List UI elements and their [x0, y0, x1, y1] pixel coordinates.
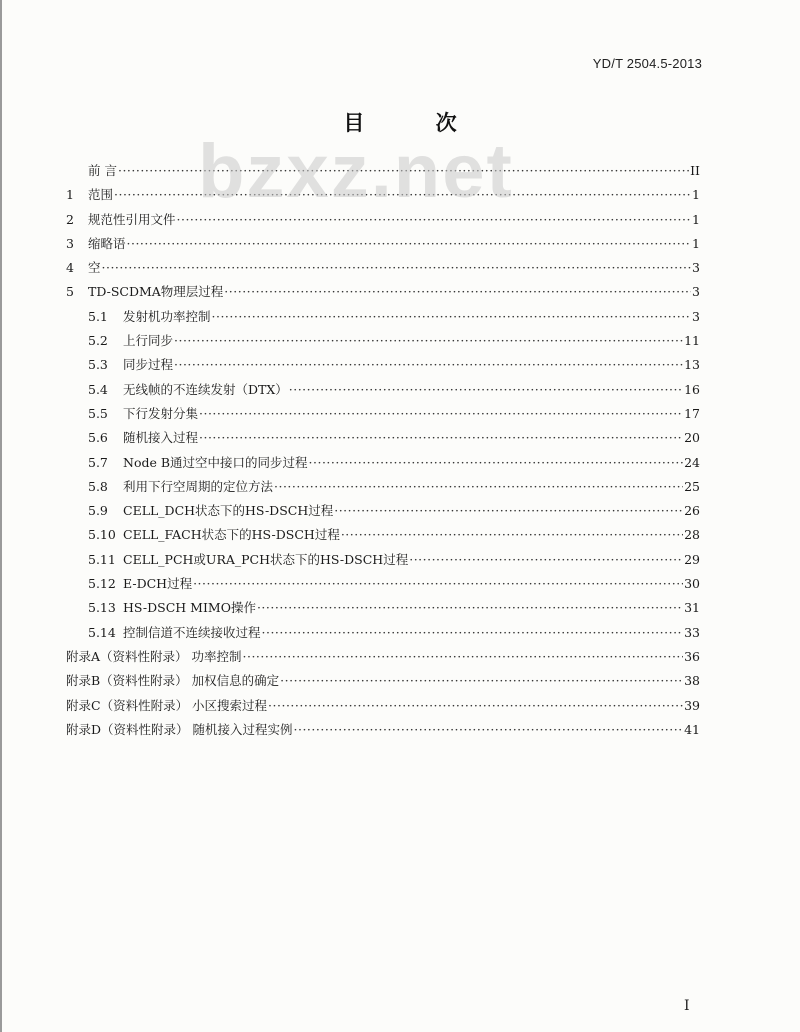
toc-subentry: [66, 404, 700, 428]
toc-subentry: [66, 574, 700, 598]
toc-leader-dots: [262, 625, 684, 640]
toc-entry-number: 5.12: [88, 576, 116, 592]
toc-entry-number: 5.3: [88, 357, 108, 373]
toc-leader-dots: [309, 455, 684, 470]
toc-entry-page: 17: [684, 405, 700, 421]
toc-entry-page: 31: [684, 600, 700, 616]
toc-entry-number: 5.6: [88, 430, 108, 446]
page-number: I: [684, 998, 690, 1014]
standard-code: YD/T 2504.5-2013: [592, 56, 702, 71]
toc-leader-dots: [224, 284, 691, 299]
toc-leader-dots: [289, 382, 683, 397]
toc-subentry: [66, 477, 700, 501]
toc-entry-label: 上行同步: [123, 333, 174, 349]
toc-appendix-entry: [66, 720, 700, 744]
toc-subentry: [66, 453, 700, 477]
toc-entry-page: 24: [684, 454, 700, 470]
toc-entry-page: 3: [692, 284, 700, 300]
toc-entry-label: 附录B（资料性附录） 加权信息的确定: [66, 673, 280, 689]
toc-entry-page: 1: [692, 187, 700, 203]
toc-leader-dots: [294, 722, 684, 737]
toc-leader-dots: [280, 673, 683, 688]
page-left-border: [0, 0, 2, 1032]
toc-entry-number: 3: [66, 235, 74, 251]
toc-entry-number: 5: [66, 284, 74, 300]
toc-entry: [66, 161, 700, 185]
toc-entry-page: 39: [684, 697, 700, 713]
toc-leader-dots: [127, 236, 691, 251]
toc-subentry: [66, 355, 700, 379]
toc-entry: [66, 282, 700, 306]
toc-leader-dots: [118, 163, 689, 178]
toc-entry-number: 5.14: [88, 624, 116, 640]
toc-entry-page: 41: [684, 721, 700, 737]
toc-entry-label: 范围: [88, 187, 114, 203]
toc-entry-label: E-DCH过程: [123, 576, 193, 592]
toc-entry-label: 缩略语: [88, 235, 126, 251]
toc-entry-label: 无线帧的不连续发射（DTX）: [123, 381, 288, 397]
toc-entry-page: 33: [684, 624, 700, 640]
toc-entry-number: 5.9: [88, 503, 108, 519]
toc-leader-dots: [341, 527, 683, 542]
toc-subentry: [66, 307, 700, 331]
toc-entry-number: 5.8: [88, 478, 108, 494]
toc-entry-label: 附录A（资料性附录） 功率控制: [66, 648, 242, 664]
toc-entry-label: CELL_PCH或URA_PCH状态下的HS-DSCH过程: [123, 551, 409, 567]
toc-entry-label: 控制信道不连续接收过程: [123, 624, 261, 640]
toc-entry-page: 25: [684, 478, 700, 494]
toc-entry-page: 26: [684, 503, 700, 519]
toc-entry-label: 下行发射分集: [123, 405, 199, 421]
toc-entry-label: 附录C（资料性附录） 小区搜索过程: [66, 697, 268, 713]
toc-entry: [66, 210, 700, 234]
toc-entry-page: 3: [692, 260, 700, 276]
toc-entry-label: 规范性引用文件: [88, 211, 176, 227]
toc-entry-page: II: [690, 163, 700, 178]
toc-subentry: [66, 501, 700, 525]
toc-entry-page: 1: [692, 211, 700, 227]
toc-entry-label: Node B通过空中接口的同步过程: [123, 454, 308, 470]
toc-entry-page: 16: [684, 381, 700, 397]
toc-subentry: [66, 331, 700, 355]
toc-subentry: [66, 428, 700, 452]
toc-entry-page: 36: [684, 648, 700, 664]
toc-leader-dots: [268, 698, 683, 713]
toc-entry-label: TD-SCDMA物理层过程: [88, 284, 224, 300]
toc-subentry: [66, 623, 700, 647]
toc-entry-page: 28: [684, 527, 700, 543]
toc-entry-label: 前 言: [88, 163, 117, 178]
toc-entry-number: 5.1: [88, 308, 108, 324]
toc-entry-page: 29: [684, 551, 700, 567]
toc-subentry: [66, 550, 700, 574]
toc-entry-label: 利用下行空周期的定位方法: [123, 478, 274, 494]
toc-entry-number: 5.2: [88, 333, 108, 349]
toc-leader-dots: [102, 260, 691, 275]
toc-entry-page: 30: [684, 576, 700, 592]
page-title: 目 次: [343, 110, 489, 135]
toc-subentry: [66, 525, 700, 549]
toc-leader-dots: [243, 649, 684, 664]
toc-entry-label: 空: [88, 260, 101, 276]
toc-entry-number: 5.13: [88, 600, 116, 616]
toc-entry-page: 3: [692, 308, 700, 324]
toc-leader-dots: [114, 187, 691, 202]
toc-entry-label: HS-DSCH MIMO操作: [123, 600, 256, 616]
toc-entry-number: 4: [66, 260, 74, 276]
toc-leader-dots: [199, 406, 683, 421]
toc-entry-label: 发射机功率控制: [123, 308, 211, 324]
toc-entry-number: 2: [66, 211, 74, 227]
toc-subentry: [66, 598, 700, 622]
toc-entry-label: 随机接入过程: [123, 430, 199, 446]
watermark: bzxz.net: [198, 129, 514, 214]
toc-leader-dots: [193, 576, 683, 591]
toc-entry-page: 38: [684, 673, 700, 689]
toc-entry-page: 13: [684, 357, 700, 373]
toc-entry-number: 1: [66, 187, 74, 203]
toc-entry-label: 同步过程: [123, 357, 174, 373]
toc-leader-dots: [174, 357, 683, 372]
table-of-contents: [66, 161, 700, 744]
toc-entry-number: 5.7: [88, 454, 108, 470]
toc-entry-number: 5.4: [88, 381, 108, 397]
toc-entry-label: CELL_FACH状态下的HS-DSCH过程: [123, 527, 340, 543]
toc-leader-dots: [212, 309, 691, 324]
toc-entry-page: 20: [684, 430, 700, 446]
toc-entry-number: 5.10: [88, 527, 116, 543]
toc-leader-dots: [174, 333, 683, 348]
toc-entry-page: 1: [692, 235, 700, 251]
toc-entry: [66, 185, 700, 209]
toc-entry-page: 11: [684, 333, 700, 349]
toc-subentry: [66, 380, 700, 404]
toc-appendix-entry: [66, 671, 700, 695]
toc-appendix-entry: [66, 696, 700, 720]
toc-leader-dots: [409, 552, 683, 567]
toc-entry-number: 5.5: [88, 405, 108, 421]
toc-leader-dots: [199, 430, 683, 445]
toc-leader-dots: [274, 479, 683, 494]
toc-leader-dots: [334, 503, 683, 518]
toc-entry-number: 5.11: [88, 551, 116, 567]
toc-leader-dots: [257, 600, 683, 615]
toc-entry: [66, 234, 700, 258]
toc-entry: [66, 258, 700, 282]
toc-entry-label: CELL_DCH状态下的HS-DSCH过程: [123, 503, 334, 519]
toc-entry-label: 附录D（资料性附录） 随机接入过程实例: [66, 721, 293, 737]
toc-appendix-entry: [66, 647, 700, 671]
toc-leader-dots: [177, 212, 691, 227]
